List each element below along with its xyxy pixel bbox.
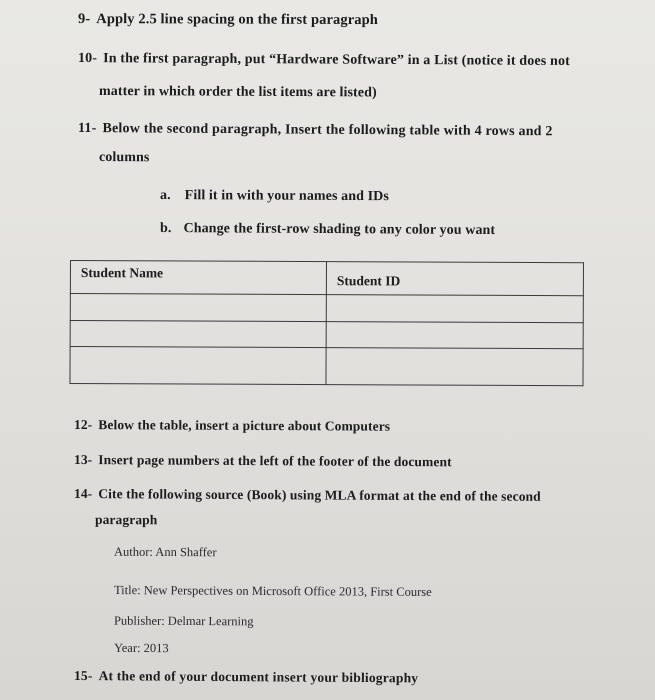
instruction-text: In the first paragraph, put “Hardware Software” in a List (notice it does not <box>103 51 570 70</box>
instruction-number: 9- <box>77 11 91 28</box>
instruction-12 <box>74 417 390 435</box>
instruction-text: Below the table, insert a picture about Computers <box>98 417 391 434</box>
instruction-number: 10- <box>77 51 98 67</box>
table-column-divider <box>325 261 327 385</box>
instruction-11b <box>160 221 495 239</box>
instruction-text: matter in which order the list items are listed) <box>98 84 377 101</box>
instruction-9 <box>78 11 378 29</box>
table-border-left <box>69 260 71 384</box>
instruction-11 <box>78 121 553 140</box>
instruction-text: Fill it in with your names and IDs <box>184 188 389 205</box>
table-border-right <box>582 262 584 386</box>
instruction-10 <box>78 51 570 70</box>
table-header-student-id: Student ID <box>336 273 401 289</box>
instruction-text: Apply 2.5 line spacing on the first paragraph <box>96 11 378 29</box>
instruction-15 <box>74 668 418 686</box>
instruction-number: 13- <box>73 452 93 468</box>
instruction-10-continued <box>99 84 377 101</box>
instruction-number: 15- <box>73 668 93 684</box>
instruction-text: Below the second paragraph, Insert the following table with 4 rows and 2 <box>102 121 553 140</box>
source-author: Author: Ann Shaffer <box>113 544 217 560</box>
instruction-14 <box>74 486 541 505</box>
source-title: Title: New Perspectives on Microsoft Office 2013, First Course <box>113 583 432 599</box>
source-publisher: Publisher: Delmar Learning <box>113 613 254 629</box>
subitem-letter: b. <box>159 221 172 237</box>
instruction-11-continued <box>99 150 150 166</box>
table-header-student-name: Student Name <box>80 265 164 281</box>
instruction-number: 11- <box>77 121 97 137</box>
subitem-letter: a. <box>159 188 171 204</box>
instruction-13 <box>74 452 452 470</box>
instruction-text: At the end of your document insert your bibliography <box>98 668 419 686</box>
instruction-text: columns <box>98 150 150 166</box>
student-table <box>69 260 584 386</box>
instruction-text: paragraph <box>94 512 158 528</box>
instruction-text: Insert page numbers at the left of the footer of the document <box>98 452 452 470</box>
instruction-text: Cite the following source (Book) using MLA format at the end of the second <box>98 486 541 504</box>
instruction-11a <box>160 188 389 205</box>
instruction-number: 14- <box>73 486 93 502</box>
instruction-text: Change the first-row shading to any color you want <box>183 221 496 239</box>
source-year: Year: 2013 <box>113 640 169 656</box>
instruction-14-continued <box>95 512 158 528</box>
instruction-number: 12- <box>73 417 93 433</box>
